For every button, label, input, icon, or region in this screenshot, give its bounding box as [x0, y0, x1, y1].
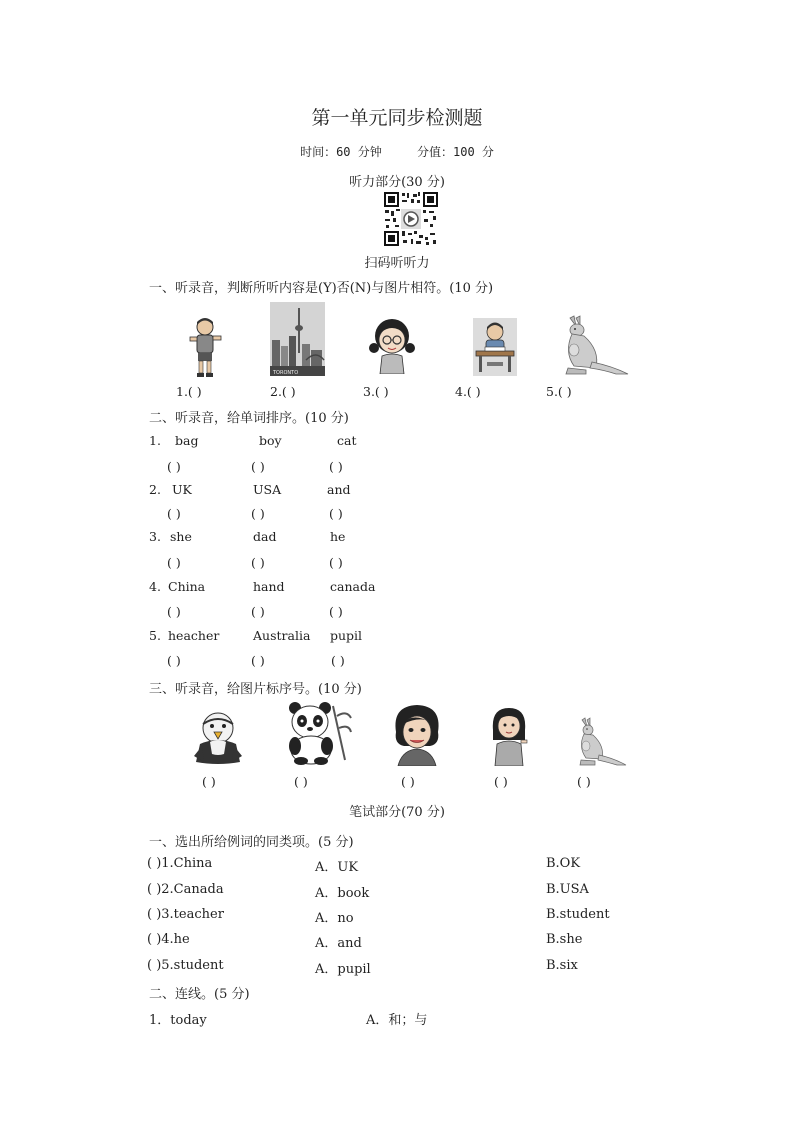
word-row-num: 3. [149, 529, 161, 544]
exam-meta [0, 143, 794, 160]
choice-option-a: A．book [315, 886, 370, 901]
listening-part2-heading: 二、听录音，给单词排序。(10 分) [149, 411, 349, 426]
picture-blank[interactable]: ( ) [577, 774, 591, 789]
toronto-skyline-icon [270, 302, 325, 376]
qr-code-icon [383, 191, 439, 247]
listening-heading: 听力部分(30 分) [349, 175, 445, 190]
listening-part3-heading: 三、听录音，给图片标序号。(10 分) [149, 682, 362, 697]
choice-question[interactable]: ( )4.he [147, 932, 190, 947]
word: cat [337, 433, 357, 448]
answer-2[interactable]: 2.( ) [270, 384, 296, 399]
skyline-label: TORONTO [273, 370, 299, 376]
choice-option-b: B.she [546, 932, 583, 947]
exam-score: 分值：100 分 [417, 145, 494, 159]
order-blank[interactable]: ( ) [167, 555, 181, 570]
student-at-desk-icon [473, 318, 517, 376]
answer-1[interactable]: 1.( ) [176, 384, 202, 399]
word-row-num: 4. [149, 579, 161, 594]
word: dad [253, 529, 277, 544]
choice-option-a: A．and [315, 936, 362, 951]
order-blank[interactable]: ( ) [329, 604, 343, 619]
writing-part2-heading: 二、连线。(5 分) [149, 987, 250, 1002]
word: boy [259, 433, 282, 448]
girl-icon [487, 706, 531, 766]
choice-question[interactable]: ( )1.China [147, 856, 213, 871]
page-title: 第一单元同步检测题 [311, 107, 483, 129]
kangaroo-icon [573, 716, 627, 766]
choice-option-b: B.student [546, 907, 610, 922]
picture-blank[interactable]: ( ) [494, 774, 508, 789]
order-blank[interactable]: ( ) [251, 653, 265, 668]
writing-part1-heading: 一、选出所给例词的同类项。(5 分) [149, 835, 354, 850]
woman-icon [390, 702, 444, 766]
choice-question[interactable]: ( )3.teacher [147, 907, 224, 922]
order-blank[interactable]: ( ) [329, 459, 343, 474]
match-left-item[interactable]: 1．today [149, 1013, 207, 1028]
match-right-item[interactable]: A．和；与 [366, 1013, 428, 1028]
choice-option-b: B.six [546, 958, 578, 973]
answer-4[interactable]: 4.( ) [455, 384, 481, 399]
answer-3[interactable]: 3.( ) [363, 384, 389, 399]
choice-question[interactable]: ( )2.Canada [147, 882, 224, 897]
order-blank[interactable]: ( ) [251, 506, 265, 521]
choice-option-b: B.USA [546, 882, 589, 897]
choice-option-a: A．pupil [315, 962, 371, 977]
exam-time: 时间：60 分钟 [300, 145, 382, 159]
picture-blank[interactable]: ( ) [294, 774, 308, 789]
order-blank[interactable]: ( ) [167, 653, 181, 668]
order-blank[interactable]: ( ) [251, 555, 265, 570]
picture-blank[interactable]: ( ) [401, 774, 415, 789]
order-blank[interactable]: ( ) [329, 555, 343, 570]
boy-icon [186, 316, 224, 378]
word: and [327, 482, 351, 497]
word: canada [330, 579, 376, 594]
word-row-num: 5. [149, 628, 161, 643]
word: USA [253, 482, 282, 497]
word: bag [175, 433, 199, 448]
word-row-num: 2. [149, 482, 161, 497]
word: hand [253, 579, 285, 594]
choice-option-a: A．no [315, 911, 354, 926]
word: pupil [330, 628, 363, 643]
kangaroo-icon [556, 312, 630, 376]
listening-part1-heading: 一、听录音，判断所听内容是(Y)否(N)与图片相符。(10 分) [149, 281, 494, 296]
word: China [168, 579, 206, 594]
word: Australia [253, 628, 311, 643]
order-blank[interactable]: ( ) [167, 604, 181, 619]
picture-blank[interactable]: ( ) [202, 774, 216, 789]
order-blank[interactable]: ( ) [167, 459, 181, 474]
answer-5[interactable]: 5.( ) [546, 384, 572, 399]
order-blank[interactable]: ( ) [331, 653, 345, 668]
order-blank[interactable]: ( ) [167, 506, 181, 521]
word: UK [172, 482, 192, 497]
choice-question[interactable]: ( )5.student [147, 958, 224, 973]
choice-option-a: A．UK [315, 860, 359, 875]
qr-caption: 扫码听听力 [364, 256, 430, 271]
panda-icon [283, 700, 353, 766]
word: she [170, 529, 192, 544]
eagle-icon [192, 706, 244, 766]
order-blank[interactable]: ( ) [251, 459, 265, 474]
word-row-num: 1. [149, 433, 161, 448]
word: he [330, 529, 346, 544]
word: heacher [168, 628, 220, 643]
choice-option-b: B.OK [546, 856, 581, 871]
order-blank[interactable]: ( ) [329, 506, 343, 521]
writing-heading: 笔试部分(70 分) [349, 805, 445, 820]
order-blank[interactable]: ( ) [251, 604, 265, 619]
girl-with-glasses-icon [368, 312, 416, 374]
